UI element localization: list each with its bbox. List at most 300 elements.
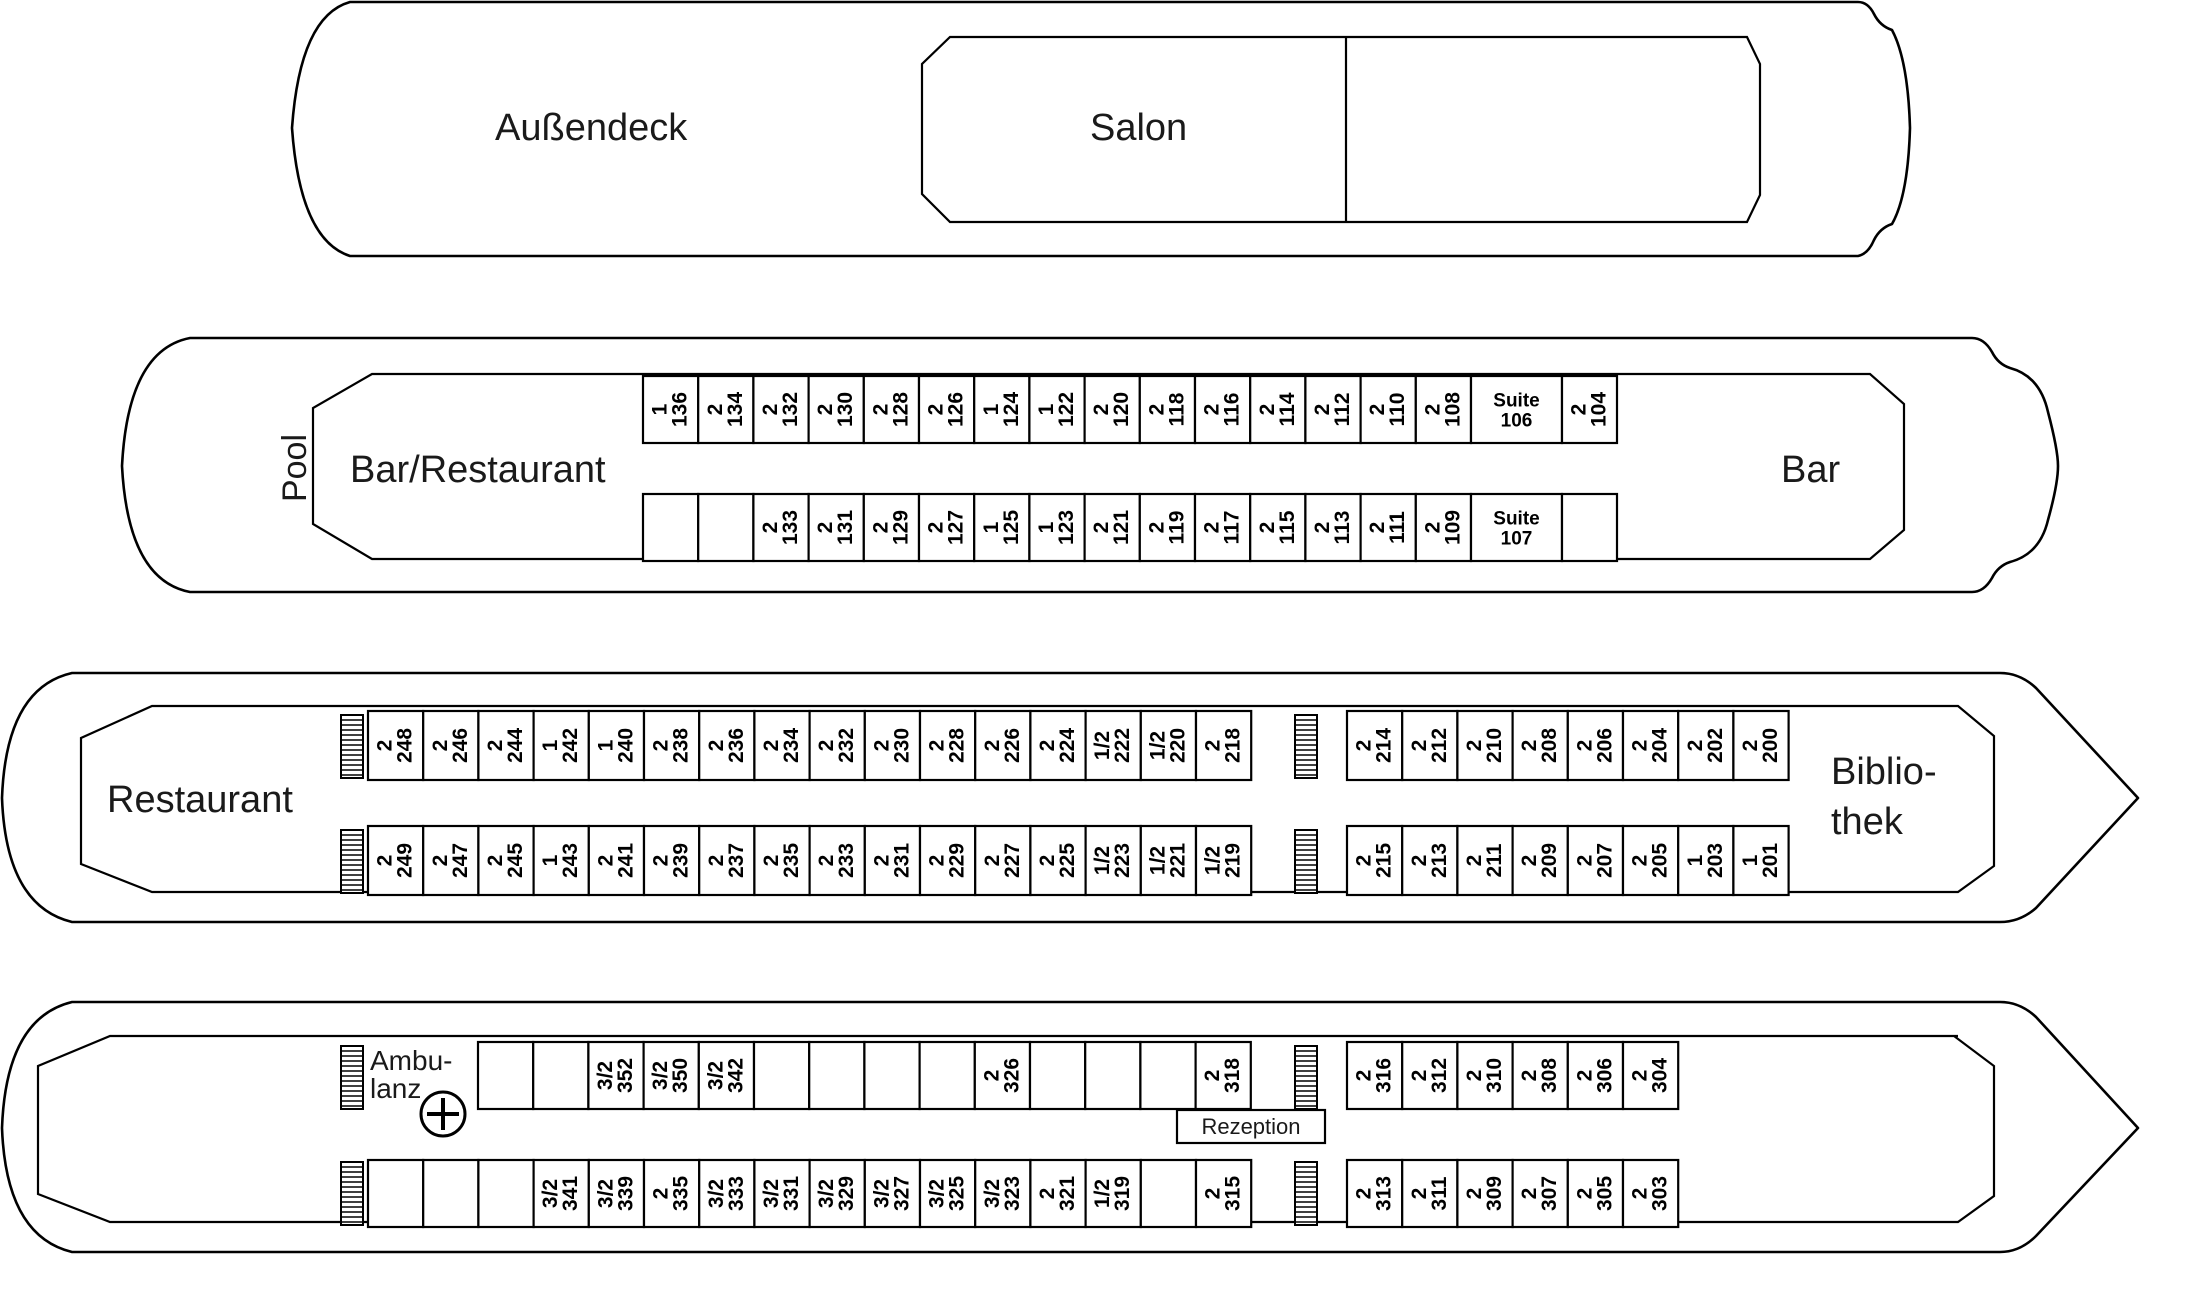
- cabin-box: [754, 1042, 809, 1109]
- cabin-119: [1140, 494, 1195, 561]
- cabin-221: [1141, 826, 1196, 895]
- cabin-number: 339: [614, 1175, 638, 1212]
- cabin-number: 204: [1648, 727, 1672, 764]
- cabin-number: 226: [1000, 727, 1024, 764]
- cabin-245: [478, 826, 533, 895]
- cabin-number: 206: [1593, 727, 1617, 764]
- cabin-category: 2: [1366, 521, 1390, 534]
- cabin-box: [864, 1042, 919, 1109]
- cabin-number: 232: [835, 727, 859, 764]
- cabin-number: 329: [835, 1175, 859, 1212]
- cabin-321: [1030, 1160, 1085, 1227]
- cabin-248: [368, 711, 423, 780]
- cabin-category: 2: [1036, 739, 1059, 752]
- middle-deck: [2, 673, 2138, 922]
- ambulanz-label-1: Ambu-: [370, 1045, 453, 1076]
- upper-deck: [122, 338, 2058, 592]
- cabin-number: 325: [945, 1175, 969, 1212]
- cabin-241: [589, 826, 644, 895]
- cabin-category: 2: [1311, 521, 1334, 534]
- cabin-number: 222: [1111, 727, 1135, 764]
- cabin-234: [754, 711, 809, 780]
- cabin-category: 2: [1352, 1069, 1376, 1082]
- cabin-number: 205: [1648, 842, 1672, 879]
- cabin-number: 209: [1538, 842, 1562, 879]
- cabin-category: 2: [1463, 739, 1486, 752]
- cabin-category: 2: [980, 1069, 1004, 1082]
- cabin-130: [809, 376, 864, 443]
- middle-deck-cabins: [368, 711, 1789, 895]
- sun-deck: [292, 2, 1910, 256]
- cabin-number: 225: [1056, 842, 1079, 879]
- cabin-342: [699, 1042, 754, 1109]
- cabin-303: [1623, 1160, 1678, 1227]
- cabin-number: 312: [1427, 1057, 1451, 1094]
- cabin-number: 234: [780, 727, 803, 764]
- cabin-number: 136: [668, 391, 692, 428]
- cabin-307: [1513, 1160, 1568, 1227]
- cabin-number: 326: [1000, 1057, 1024, 1094]
- cabin-category: 1: [979, 521, 1003, 534]
- cabin-box: [809, 1042, 864, 1109]
- cabin-category: 2: [925, 854, 949, 867]
- cabin-number: 307: [1538, 1175, 1562, 1212]
- cabin-number: 235: [780, 842, 803, 879]
- stairs-icon: [341, 1046, 363, 1109]
- cabin-316: [1347, 1042, 1402, 1109]
- cabin-number: 115: [1275, 510, 1299, 545]
- cabin-category: 1: [648, 403, 672, 416]
- cabin-number: 305: [1593, 1175, 1617, 1212]
- cabin-225: [1030, 826, 1085, 895]
- cabin-201: [1733, 826, 1788, 895]
- cabin-category: 2: [1036, 854, 1059, 867]
- cabin-main-top-left-empty-8: [920, 1042, 975, 1109]
- cabin-204: [1623, 711, 1678, 780]
- cabin-category: 3/2: [649, 1060, 673, 1091]
- cabin-main-top-left-empty-11: [1085, 1042, 1140, 1109]
- cabin-236: [699, 711, 754, 780]
- cabin-category: 2: [594, 854, 618, 867]
- cabin-category: 3/2: [925, 1178, 949, 1209]
- cabin-number: 220: [1166, 727, 1190, 764]
- cabin-226: [975, 711, 1030, 780]
- cabin-category: 2: [1366, 403, 1390, 416]
- cabin-main-bottom-left-empty-14: [1141, 1160, 1196, 1227]
- cabin-235: [754, 826, 809, 895]
- cabin-number: 202: [1703, 727, 1727, 764]
- cabin-number: 112: [1331, 392, 1354, 427]
- cabin-112: [1305, 376, 1360, 443]
- cabin-category: 2: [1201, 1187, 1225, 1200]
- cabin-category: 2: [1518, 854, 1542, 867]
- cabin-category: 3/2: [594, 1060, 617, 1091]
- cabin-category: 1/2: [1091, 1178, 1115, 1209]
- cabin-box: [1085, 1042, 1140, 1109]
- cabin-category: 2: [1352, 854, 1376, 867]
- stairs-icon: [341, 1162, 363, 1225]
- stairs-icon: [1295, 1046, 1317, 1109]
- cabin-category: 2: [760, 739, 783, 752]
- cabin-category: 2: [1421, 521, 1445, 534]
- cabin-main-top-left-empty-5: [754, 1042, 809, 1109]
- cabin-box: [423, 1160, 478, 1227]
- cabin-number: 237: [724, 842, 748, 879]
- cabin-category: 2: [1090, 403, 1114, 416]
- cabin-number: 231: [890, 842, 914, 879]
- cabin-category: 2: [814, 521, 838, 534]
- cabin-box: [1030, 1042, 1085, 1109]
- cabin-category: 2: [704, 854, 728, 867]
- cabin-category: 2: [869, 521, 893, 534]
- cabin-category: 2: [649, 1187, 673, 1200]
- cabin-number: 224: [1056, 727, 1079, 764]
- cabin-number: 132: [779, 391, 802, 428]
- cabin-category: 2: [703, 403, 727, 416]
- cabin-category: 2: [980, 854, 1004, 867]
- cabin-category: 2: [1407, 1187, 1431, 1200]
- cabin-number: 304: [1648, 1057, 1672, 1094]
- cabin-category: 2: [1739, 739, 1762, 752]
- cabin-122: [1029, 376, 1084, 443]
- cabin-306: [1568, 1042, 1623, 1109]
- bar-label: Bar: [1781, 449, 1841, 491]
- cabin-number: 352: [614, 1057, 637, 1094]
- cabin-suite-label: Suite: [1493, 508, 1540, 530]
- cabin-number: 229: [945, 842, 969, 879]
- medical-cross-icon: [421, 1092, 465, 1136]
- stairs-icon: [341, 830, 363, 893]
- cabin-325: [920, 1160, 975, 1227]
- cabin-category: 2: [1628, 1187, 1652, 1200]
- cabin-category: 1: [1683, 854, 1707, 867]
- cabin-number: 227: [1000, 842, 1024, 879]
- cabin-number: 104: [1587, 391, 1611, 428]
- cabin-230: [865, 711, 920, 780]
- cabin-category: 1: [1035, 403, 1058, 416]
- cabin-category: 1/2: [1146, 730, 1170, 761]
- cabin-category: 3/2: [704, 1178, 728, 1209]
- stairs-icon: [1295, 1162, 1317, 1225]
- cabin-number: 315: [1221, 1175, 1245, 1212]
- stairs-icon: [341, 715, 363, 778]
- cabin-number: 117: [1220, 510, 1244, 545]
- cabin-category: 2: [1090, 521, 1114, 534]
- cabin-224: [1030, 711, 1085, 780]
- cabin-203: [1678, 826, 1733, 895]
- cabin-238: [644, 711, 699, 780]
- cabin-127: [919, 494, 974, 561]
- cabin-208: [1513, 711, 1568, 780]
- cabin-341: [534, 1160, 589, 1227]
- cabin-main-top-left-empty-12: [1140, 1042, 1195, 1109]
- cabin-number: 208: [1538, 727, 1562, 764]
- cabin-number: 129: [889, 509, 913, 546]
- cabin-number: 248: [393, 727, 417, 764]
- cabin-number: 113: [1331, 510, 1354, 545]
- cabin-210: [1457, 711, 1512, 780]
- cabin-211: [1457, 826, 1512, 895]
- stairs-icon: [1295, 830, 1317, 893]
- cabin-number: 201: [1759, 842, 1782, 879]
- cabin-number: 303: [1648, 1175, 1672, 1212]
- cabin-category: 2: [1573, 1187, 1597, 1200]
- cabin-category: 1: [594, 739, 618, 752]
- cabin-category: 2: [704, 739, 728, 752]
- cabin-247: [423, 826, 478, 895]
- cabin-number: 106: [1500, 410, 1533, 432]
- cabin-205: [1623, 826, 1678, 895]
- cabin-category: 1/2: [1091, 730, 1115, 761]
- cabin-category: 2: [1573, 1069, 1597, 1082]
- cabin-214: [1347, 711, 1402, 780]
- restaurant-label: Restaurant: [107, 779, 293, 821]
- cabin-121: [1085, 494, 1140, 561]
- cabin-category: 2: [1255, 403, 1279, 416]
- cabin-213: [1402, 826, 1457, 895]
- cabin-category: 2: [649, 854, 673, 867]
- rezeption-label: Rezeption: [1201, 1114, 1301, 1139]
- ambulanz-label-2: lanz: [370, 1073, 422, 1104]
- cabin-category: 2: [1573, 854, 1597, 867]
- cabin-category: 1: [539, 854, 563, 867]
- cabin-number: 219: [1221, 842, 1245, 879]
- cabin-main-bottom-left-empty-0: [368, 1160, 423, 1227]
- cabin-category: 2: [1463, 1069, 1486, 1082]
- cabin-215: [1347, 826, 1402, 895]
- cabin-242: [534, 711, 589, 780]
- upper-deck-cabins: [643, 376, 1617, 561]
- cabin-category: 2: [1407, 739, 1431, 752]
- cabin-category: 3/2: [870, 1178, 894, 1209]
- cabin-category: 2: [814, 403, 838, 416]
- cabin-category: 3/2: [980, 1178, 1004, 1209]
- cabin-310: [1457, 1042, 1512, 1109]
- cabin-number: 110: [1386, 392, 1410, 427]
- cabin-number: 126: [944, 391, 968, 428]
- cabin-number: 127: [944, 509, 968, 546]
- cabin-category: 1/2: [1201, 845, 1225, 876]
- aussendeck-label: Außendeck: [495, 107, 688, 149]
- cabin-number: 241: [614, 842, 638, 879]
- cabin-category: 2: [373, 854, 397, 867]
- cabin-category: 1: [979, 403, 1003, 416]
- cabin-category: 2: [760, 854, 783, 867]
- cabin-339: [589, 1160, 644, 1227]
- cabin-category: 2: [924, 521, 948, 534]
- cabin-134: [698, 376, 753, 443]
- cabin-number: 230: [890, 727, 914, 764]
- cabin-313: [1347, 1160, 1402, 1227]
- cabin-number: 316: [1372, 1057, 1396, 1094]
- cabin-category: 3/2: [760, 1178, 783, 1209]
- cabin-number: 331: [780, 1175, 803, 1212]
- cabin-category: 2: [649, 739, 673, 752]
- cabin-352: [588, 1042, 643, 1109]
- cabin-category: 2: [1518, 739, 1542, 752]
- cabin-upper-bottom-empty-0: [643, 494, 698, 561]
- cabin-115: [1250, 494, 1305, 561]
- cabin-category: 2: [428, 739, 452, 752]
- cabin-202: [1678, 711, 1733, 780]
- cabin-116: [1195, 376, 1250, 443]
- cabin-number: 247: [448, 842, 472, 879]
- cabin-box: [1140, 1042, 1195, 1109]
- cabin-109: [1416, 494, 1471, 561]
- cabin-upper-bottom-end-empty-0: [1562, 494, 1617, 561]
- cabin-number: 245: [504, 842, 527, 879]
- cabin-number: 306: [1593, 1057, 1617, 1094]
- cabin-category: 2: [870, 854, 894, 867]
- cabin-number: 200: [1759, 727, 1782, 764]
- cabin-category: 2: [1311, 403, 1334, 416]
- cabin-227: [975, 826, 1030, 895]
- cabin-number: 233: [835, 842, 859, 879]
- cabin-category: 2: [1463, 854, 1486, 867]
- cabin-category: 1/2: [1146, 845, 1170, 876]
- cabin-120: [1085, 376, 1140, 443]
- salon-label: Salon: [1090, 107, 1188, 149]
- cabin-number: 120: [1110, 391, 1134, 428]
- cabin-box: [1562, 494, 1617, 561]
- cabin-box: [1141, 1160, 1196, 1227]
- cabin-249: [368, 826, 423, 895]
- cabin-box: [478, 1160, 533, 1227]
- cabin-218: [1196, 711, 1251, 780]
- cabin-number: 323: [1000, 1175, 1024, 1212]
- cabin-124: [974, 376, 1029, 443]
- cabin-number: 221: [1166, 842, 1190, 879]
- cabin-category: 2: [1628, 1069, 1652, 1082]
- cabin-number: 131: [834, 509, 858, 546]
- cabin-number: 122: [1055, 391, 1078, 428]
- cabin-222: [1086, 711, 1141, 780]
- cabin-category: 2: [1518, 1069, 1542, 1082]
- cabin-number: 108: [1441, 391, 1465, 428]
- cabin-main-top-left-empty-1: [533, 1042, 588, 1109]
- cabin-number: 350: [669, 1057, 693, 1094]
- cabin-category: 2: [373, 739, 397, 752]
- cabin-number: 207: [1593, 842, 1617, 879]
- cabin-117: [1195, 494, 1250, 561]
- cabin-main-top-left-empty-0: [478, 1042, 533, 1109]
- cabin-category: 2: [980, 739, 1004, 752]
- cabin-category: 3/2: [539, 1178, 563, 1209]
- cabin-number: 311: [1427, 1176, 1451, 1211]
- main-deck: [2, 1002, 2138, 1252]
- cabin-category: 2: [925, 739, 949, 752]
- cabin-231: [865, 826, 920, 895]
- cabin-229: [920, 826, 975, 895]
- cabin-suite-label: Suite: [1493, 390, 1540, 412]
- cabin-number: 309: [1483, 1175, 1506, 1212]
- cabin-category: 1: [539, 739, 563, 752]
- cabin-box: [533, 1042, 588, 1109]
- cabin-132: [753, 376, 808, 443]
- cabin-category: 2: [870, 739, 894, 752]
- cabin-number: 242: [559, 727, 583, 764]
- cabin-107: [1471, 494, 1562, 561]
- cabin-category: 2: [759, 521, 782, 534]
- cabin-number: 310: [1483, 1057, 1506, 1094]
- cabin-category: 2: [1421, 403, 1445, 416]
- cabin-main-top-left-empty-6: [809, 1042, 864, 1109]
- cabin-box: [920, 1042, 975, 1109]
- cabin-number: 109: [1441, 509, 1465, 546]
- cabin-category: 2: [1145, 521, 1169, 534]
- cabin-304: [1623, 1042, 1678, 1109]
- cabin-category: 2: [1201, 739, 1225, 752]
- cabin-category: 2: [484, 739, 507, 752]
- cabin-228: [920, 711, 975, 780]
- cabin-number: 203: [1703, 842, 1727, 879]
- cabin-329: [810, 1160, 865, 1227]
- cabin-136: [643, 376, 698, 443]
- cabin-number: 118: [1165, 392, 1189, 427]
- cabin-number: 128: [889, 391, 913, 428]
- cabin-number: 341: [559, 1175, 583, 1212]
- cabin-category: 1/2: [1091, 845, 1115, 876]
- cabin-212: [1402, 711, 1457, 780]
- cabin-category: 2: [1628, 739, 1652, 752]
- cabin-category: 2: [924, 403, 948, 416]
- cabin-number: 124: [999, 391, 1023, 428]
- cabin-206: [1568, 711, 1623, 780]
- cabin-number: 333: [724, 1175, 748, 1212]
- cabin-number: 239: [669, 842, 693, 879]
- cabin-number: 249: [393, 842, 417, 879]
- cabin-number: 125: [999, 509, 1023, 546]
- cabin-113: [1305, 494, 1360, 561]
- cabin-244: [478, 711, 533, 780]
- bibliothek-label-2: thek: [1831, 801, 1903, 843]
- cabin-category: 2: [815, 854, 839, 867]
- cabin-category: 2: [1200, 521, 1224, 534]
- cabin-category: 3/2: [704, 1060, 728, 1091]
- cabin-number: 238: [669, 727, 693, 764]
- bibliothek-label-1: Biblio-: [1831, 751, 1937, 793]
- cabin-category: 2: [1201, 1069, 1225, 1082]
- cabin-category: 3/2: [594, 1178, 618, 1209]
- cabin-207: [1568, 826, 1623, 895]
- cabin-305: [1568, 1160, 1623, 1227]
- stairs-icon: [1295, 715, 1317, 778]
- cabin-319: [1086, 1160, 1141, 1227]
- cabin-number: 218: [1221, 727, 1245, 764]
- cabin-number: 236: [724, 727, 748, 764]
- cabin-main-top-left-empty-7: [864, 1042, 919, 1109]
- cabin-category: 2: [1518, 1187, 1542, 1200]
- cabin-category: 2: [1567, 403, 1591, 416]
- cabin-number: 308: [1538, 1057, 1562, 1094]
- cabin-number: 246: [448, 727, 472, 764]
- cabin-number: 313: [1372, 1175, 1396, 1212]
- cabin-239: [644, 826, 699, 895]
- cabin-category: 1: [1035, 521, 1058, 534]
- cabin-number: 123: [1055, 509, 1078, 546]
- salon-outline: [922, 37, 1760, 222]
- cabin-number: 210: [1483, 727, 1506, 764]
- cabin-312: [1402, 1042, 1457, 1109]
- cabin-133: [753, 494, 808, 561]
- cabin-number: 134: [723, 391, 747, 428]
- cabin-237: [699, 826, 754, 895]
- cabin-number: 211: [1483, 843, 1506, 878]
- cabin-box: [368, 1160, 423, 1227]
- cabin-315: [1196, 1160, 1251, 1227]
- cabin-114: [1250, 376, 1305, 443]
- cabin-number: 213: [1427, 842, 1451, 879]
